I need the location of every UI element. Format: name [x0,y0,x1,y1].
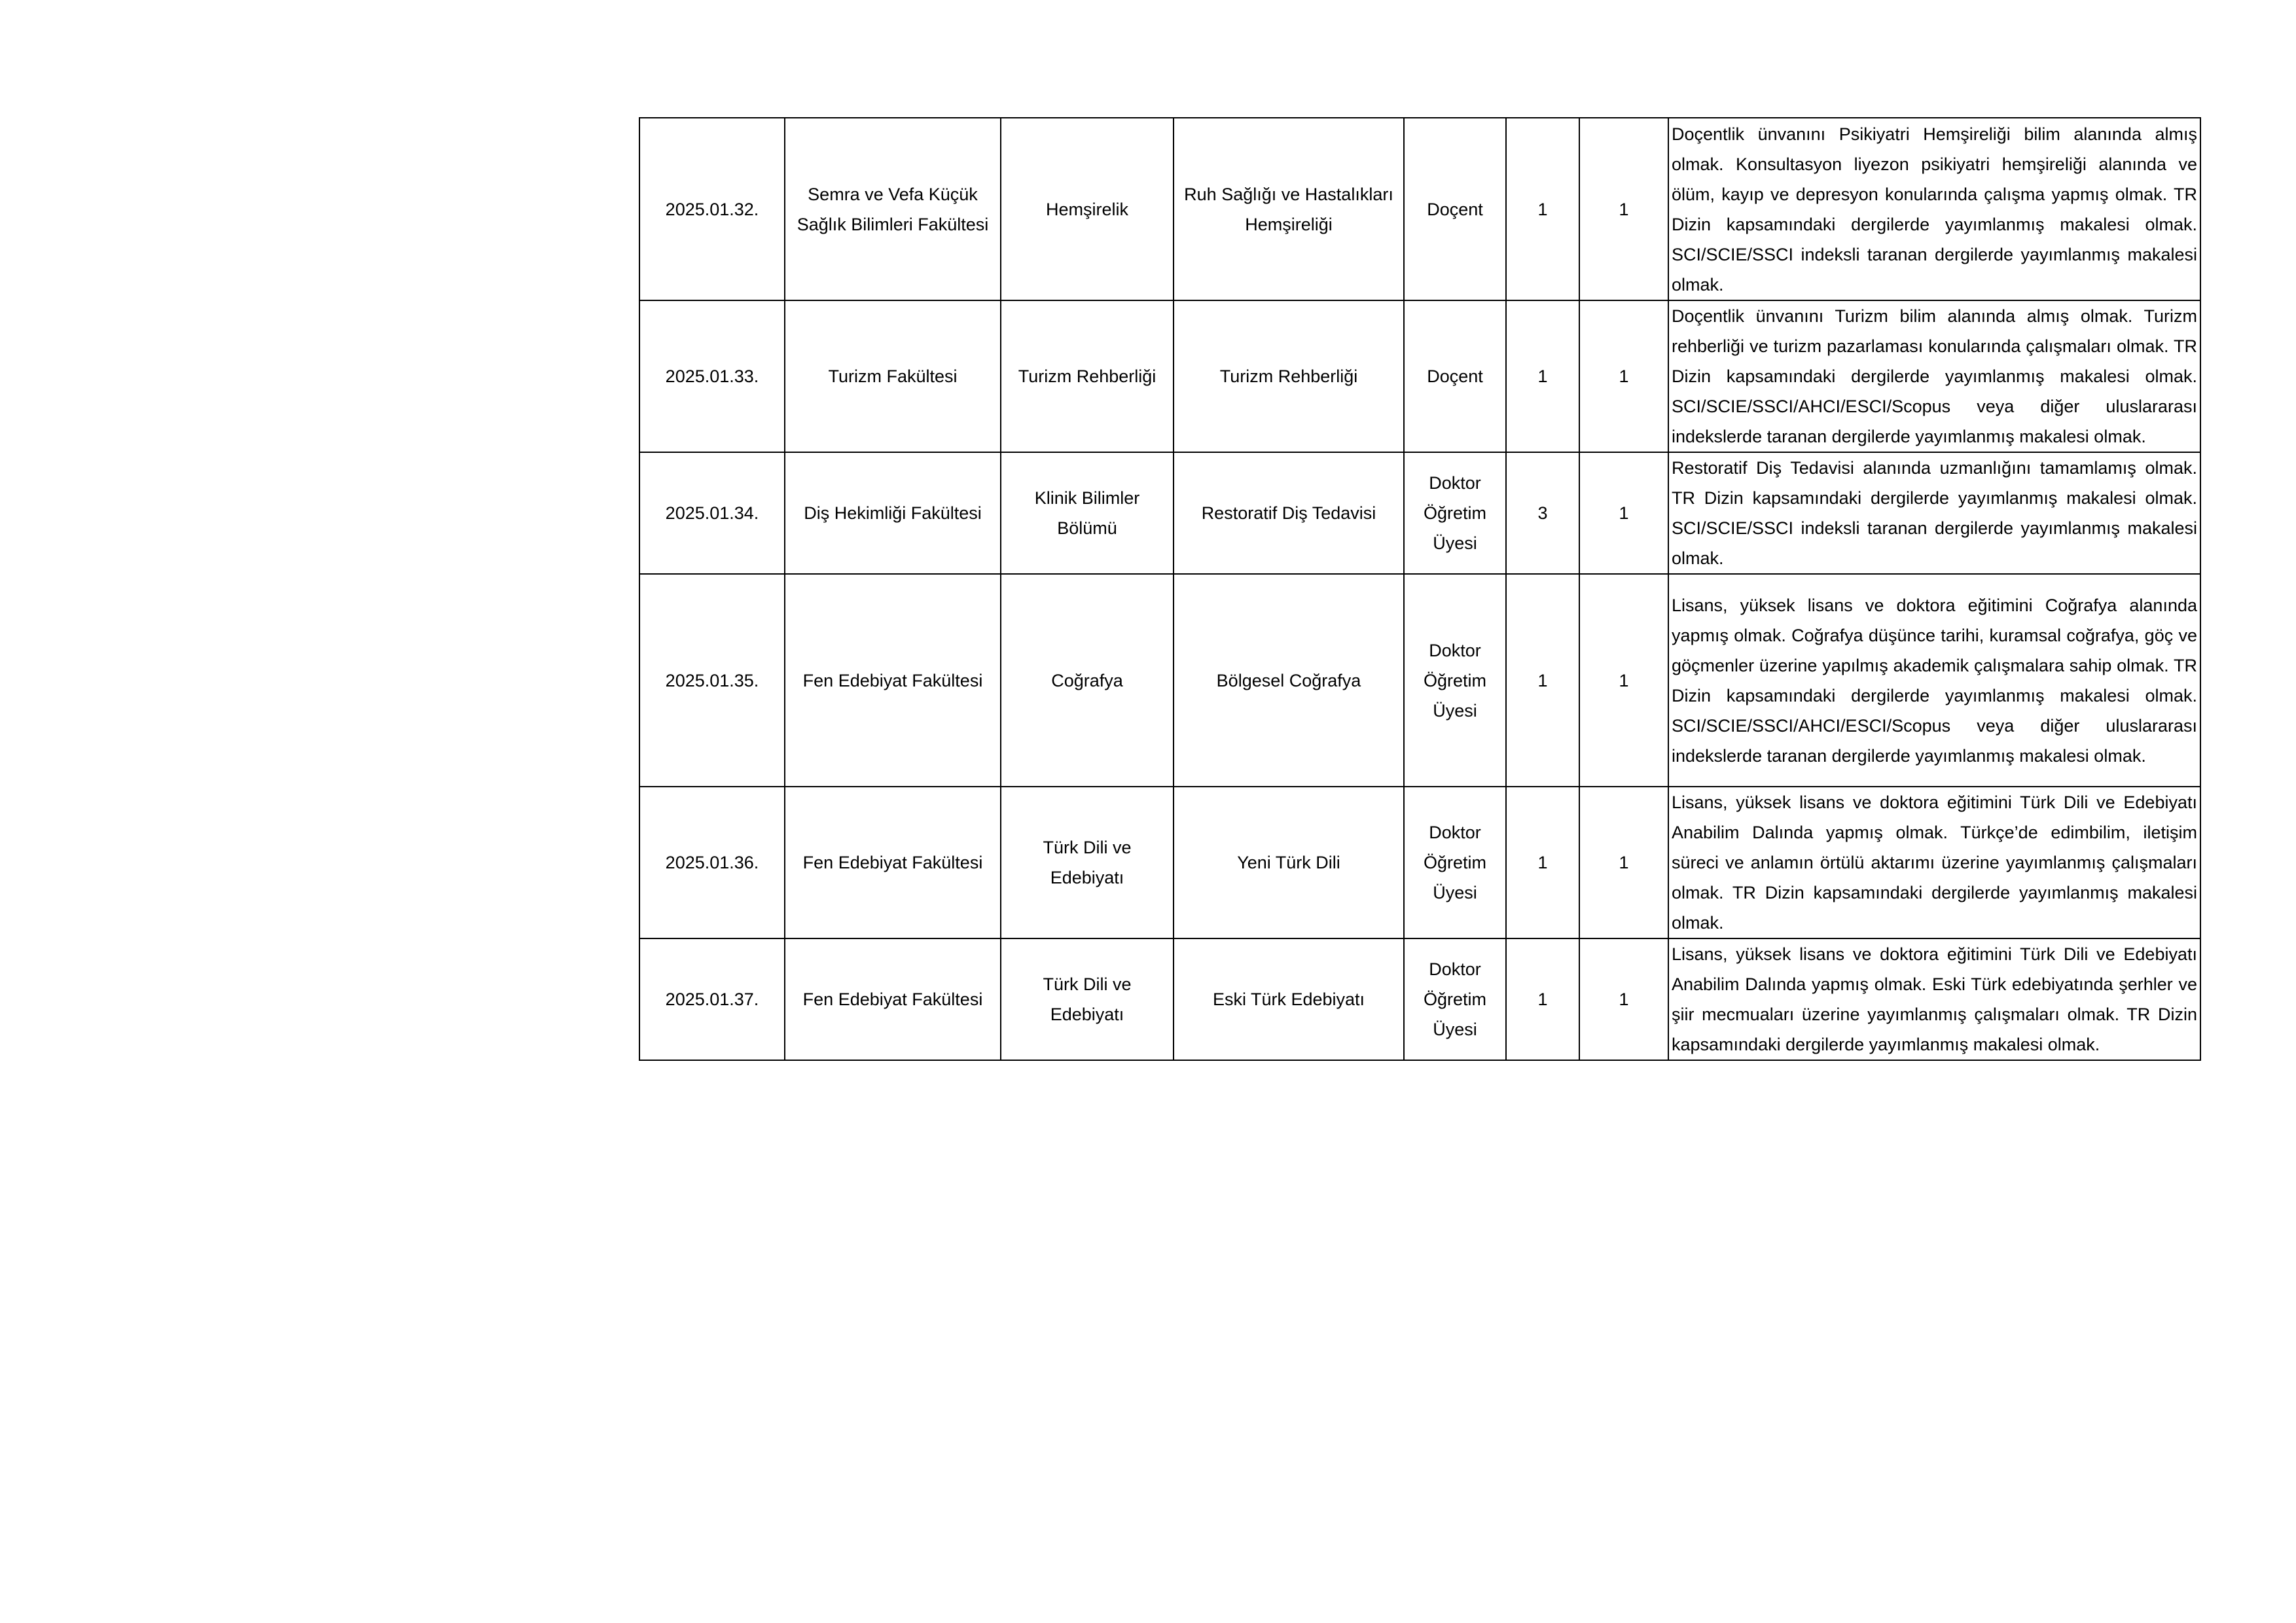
position-count: 3 [1506,452,1579,574]
requirements-text: Lisans, yüksek lisans ve doktora eğitimini Türk Dili ve Edebiyatı Anabilim Dalında yapmış olmak. Eski Türk edebiyatında şerhler ve şiir mecmuaları üzerine yayımlanmış çalışmaları olmak. TR Dizin kapsamındaki dergilerde yayımlanmış makalesi olmak. [1668,938,2200,1060]
academic-title: Doçent [1404,300,1506,452]
discipline-name: Ruh Sağlığı ve Hastalıkları Hemşireliği [1174,118,1404,300]
faculty-name: Fen Edebiyat Fakültesi [785,938,1001,1060]
position-count: 1 [1506,574,1579,787]
position-code: 2025.01.36. [639,787,785,938]
position-degree: 1 [1579,300,1668,452]
requirements-text: Lisans, yüksek lisans ve doktora eğitimini Coğrafya alanında yapmış olmak. Coğrafya düşünce tarihi, kuramsal coğrafya, göç ve göçmenler üzerine yapılmış akademik çalışmalara sahip olmak. TR Dizin kapsamındaki dergilerde yayımlanmış makalesi olmak. SCI/SCIE/SSCI/AHCI/ESCI/Scopus veya diğer uluslararası indekslerde taranan dergilerde yayımlanmış makalesi olmak. [1668,574,2200,787]
faculty-name: Semra ve Vefa Küçük Sağlık Bilimleri Fakültesi [785,118,1001,300]
academic-title: Doktor Öğretim Üyesi [1404,452,1506,574]
department-name: Klinik Bilimler Bölümü [1001,452,1174,574]
requirements-text: Doçentlik ünvanını Psikiyatri Hemşireliği bilim alanında almış olmak. Konsultasyon liyezon psikiyatri hemşireliği alanında ve ölüm, kayıp ve depresyon konularında çalışma yapmış olmak. TR Dizin kapsamındaki dergilerde yayımlanmış makalesi olmak. SCI/SCIE/SSCI indeksli taranan dergilerde yayımlanmış makalesi olmak. [1668,118,2200,300]
faculty-name: Diş Hekimliği Fakültesi [785,452,1001,574]
department-name: Türk Dili ve Edebiyatı [1001,787,1174,938]
table-row [639,452,2200,574]
position-count: 1 [1506,118,1579,300]
academic-title: Doktor Öğretim Üyesi [1404,574,1506,787]
department-name: Türk Dili ve Edebiyatı [1001,938,1174,1060]
department-name: Coğrafya [1001,574,1174,787]
table-row [639,300,2200,452]
department-name: Turizm Rehberliği [1001,300,1174,452]
requirements-text: Restoratif Diş Tedavisi alanında uzmanlığını tamamlamış olmak. TR Dizin kapsamındaki dergilerde yayımlanmış makalesi olmak. SCI/SCIE/SSCI indeksli taranan dergilerde yayımlanmış makalesi olmak. [1668,452,2200,574]
table-row [639,938,2200,1060]
position-degree: 1 [1579,118,1668,300]
discipline-name: Restoratif Diş Tedavisi [1174,452,1404,574]
table-row [639,574,2200,787]
table-row [639,118,2200,300]
position-degree: 1 [1579,452,1668,574]
requirements-text: Lisans, yüksek lisans ve doktora eğitimini Türk Dili ve Edebiyatı Anabilim Dalında yapmış olmak. Türkçe’de edimbilim, iletişim süreci ve anlamın örtülü aktarımı üzerine yayımlanmış çalışmaları olmak. TR Dizin kapsamındaki dergilerde yayımlanmış makalesi olmak. [1668,787,2200,938]
department-name: Hemşirelik [1001,118,1174,300]
position-count: 1 [1506,938,1579,1060]
faculty-name: Fen Edebiyat Fakültesi [785,574,1001,787]
position-degree: 1 [1579,787,1668,938]
academic-title: Doçent [1404,118,1506,300]
requirements-text: Doçentlik ünvanını Turizm bilim alanında almış olmak. Turizm rehberliği ve turizm pazarlaması konularında çalışmaları olmak. TR Dizin kapsamındaki dergilerde yayımlanmış makalesi olmak. SCI/SCIE/SSCI/AHCI/ESCI/Scopus veya diğer uluslararası indekslerde taranan dergilerde yayımlanmış makalesi olmak. [1668,300,2200,452]
faculty-name: Fen Edebiyat Fakültesi [785,787,1001,938]
positions-table [639,117,2201,1061]
faculty-name: Turizm Fakültesi [785,300,1001,452]
position-degree: 1 [1579,938,1668,1060]
position-degree: 1 [1579,574,1668,787]
academic-title: Doktor Öğretim Üyesi [1404,938,1506,1060]
discipline-name: Yeni Türk Dili [1174,787,1404,938]
position-count: 1 [1506,787,1579,938]
position-code: 2025.01.34. [639,452,785,574]
position-code: 2025.01.33. [639,300,785,452]
discipline-name: Turizm Rehberliği [1174,300,1404,452]
discipline-name: Bölgesel Coğrafya [1174,574,1404,787]
position-code: 2025.01.35. [639,574,785,787]
table-row [639,787,2200,938]
discipline-name: Eski Türk Edebiyatı [1174,938,1404,1060]
academic-title: Doktor Öğretim Üyesi [1404,787,1506,938]
position-code: 2025.01.32. [639,118,785,300]
position-count: 1 [1506,300,1579,452]
position-code: 2025.01.37. [639,938,785,1060]
